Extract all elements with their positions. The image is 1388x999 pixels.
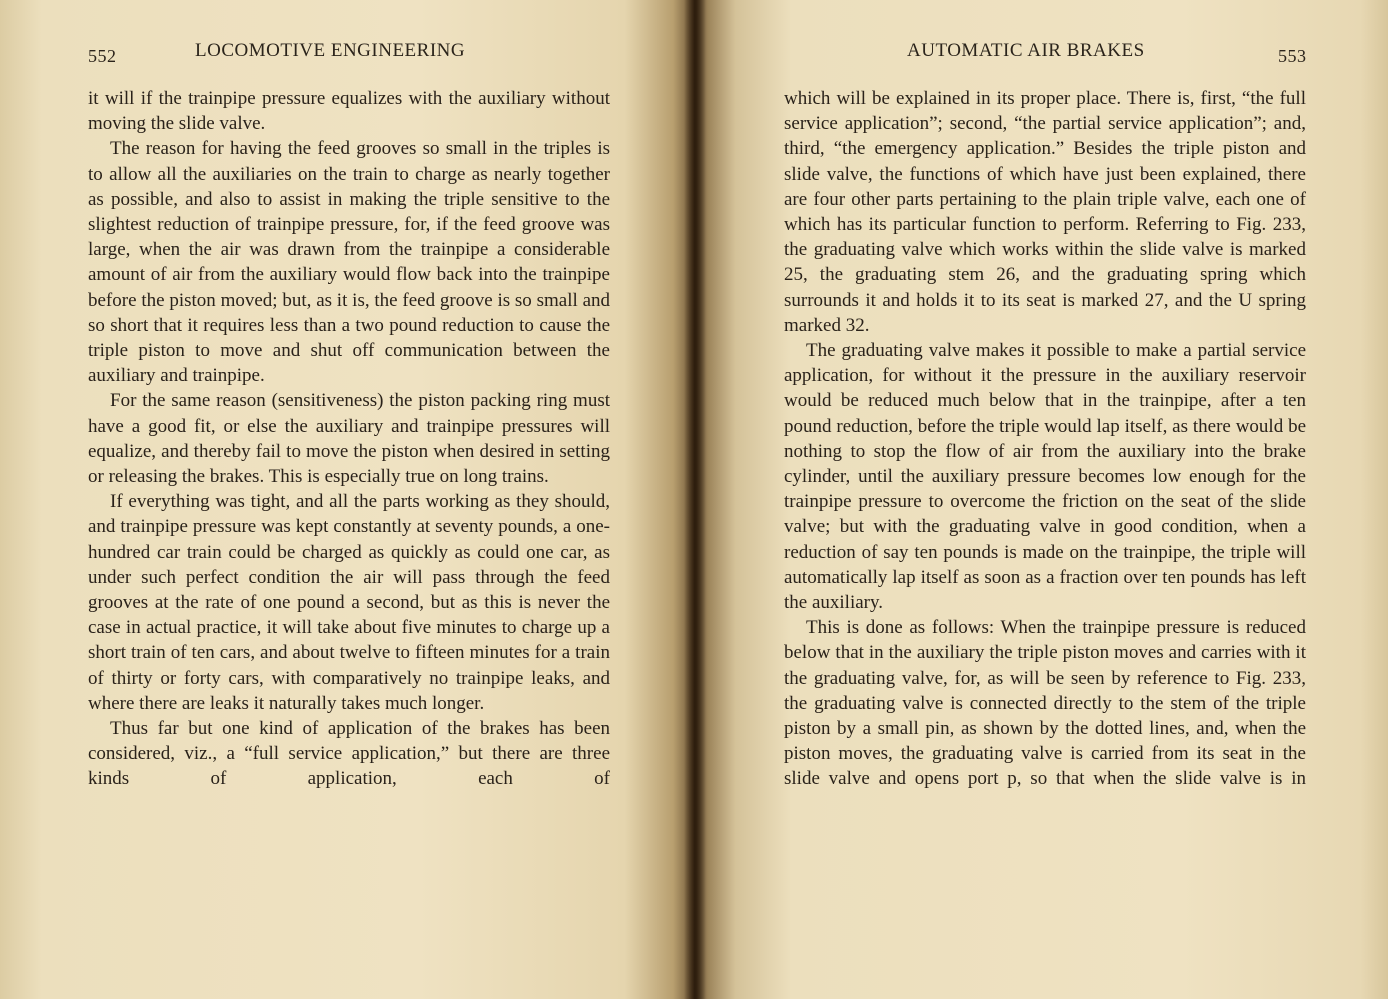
paragraph: The graduating valve makes it possible to make a partial service application, for without it the pressure in the auxiliary reservoir would be reduced much below that in the trainpipe, after a ten pound reduction, before the triple would lap itself, as there would be nothing to stop the flow of air from the auxiliary into the brake cylinder, until the auxiliary pressure becomes low enough for the trainpipe pressure to overcome the friction on the seat of the slide valve; but with the graduating valve in good condition, when a reduction of say ten pounds is made on the trainpipe, the triple will automatically lap itself as soon as a fraction over ten pounds has left the auxiliary. bbox=[784, 340, 1306, 614]
running-head: LOCOMOTIVE ENGINEERING bbox=[195, 40, 466, 61]
paragraph: For the same reason (sensitiveness) the piston packing ring must have a good fit, or else the auxiliary and trainpipe pressures will equalize, and thereby fail to move the piston when desired in setting or releasing the brakes. This is especially true on long trains. bbox=[88, 390, 610, 488]
paragraph: Thus far but one kind of application of the brakes has been considered, viz., a “full service application,” but there are three kinds of application, each of bbox=[88, 718, 610, 790]
page-number: 552 bbox=[88, 46, 117, 66]
page-body bbox=[784, 86, 1306, 792]
paragraph: If everything was tight, and all the parts working as they should, and trainpipe pressure was kept constantly at seventy pounds, a one-hundred car train could be charged as quickly as could one car, as under such perfect condition the air will pass through the feed grooves at the rate of one pound a second, but as this is never the case in actual practice, it will take about five minutes to charge up a short train of ten cars, and about twelve to fifteen minutes for a train of thirty or forty cars, with comparatively no trainpipe leaks, and where there are leaks it naturally takes much longer. bbox=[88, 491, 610, 714]
paragraph: The reason for having the feed grooves so small in the triples is to allow all the auxiliaries on the train to charge as nearly together as possible, and also to assist in making the triple sensitive to the slightest reduction of trainpipe pressure, for, if the feed groove was large, when the air was drawn from the trainpipe a considerable amount of air from the auxiliary would flow back into the trainpipe before the piston moved; but, as it is, the feed groove is so small and so short that it requires less than a two pound reduction to cause the triple piston to move and shut off communication between the auxiliary and trainpipe. bbox=[88, 138, 610, 387]
paragraph: which will be explained in its proper place. There is, first, “the full service application”; second, “the partial service application”; and, third, “the emergency application.” Besides the triple piston and slide valve, the functions of which have just been explained, there are four other parts pertaining to the plain triple valve, each one of which has its particular function to perform. Referring to Fig. 233, the graduating valve which works within the slide valve is marked 25, the graduating stem 26, and the graduating spring which surrounds it and holds it to its seat is marked 27, and the U spring marked 32. bbox=[784, 88, 1306, 336]
right-page bbox=[694, 0, 1388, 999]
running-head: AUTOMATIC AIR BRAKES bbox=[907, 40, 1145, 61]
paragraph: This is done as follows: When the trainpipe pressure is reduced below that in the auxiliary the triple piston moves and carries with it the graduating valve, for, as will be seen by reference to Fig. 233, the graduating valve is connected directly to the stem of the triple piston by a small pin, as shown by the dotted lines, and, when the piston moves, the graduating valve is carried from its seat in the slide valve and opens port p, so that when the slide valve is in bbox=[784, 617, 1306, 790]
page-number: 553 bbox=[1278, 46, 1307, 66]
paragraph: it will if the trainpipe pressure equalizes with the auxiliary without moving the slide valve. bbox=[88, 88, 610, 135]
page-body bbox=[88, 86, 610, 792]
